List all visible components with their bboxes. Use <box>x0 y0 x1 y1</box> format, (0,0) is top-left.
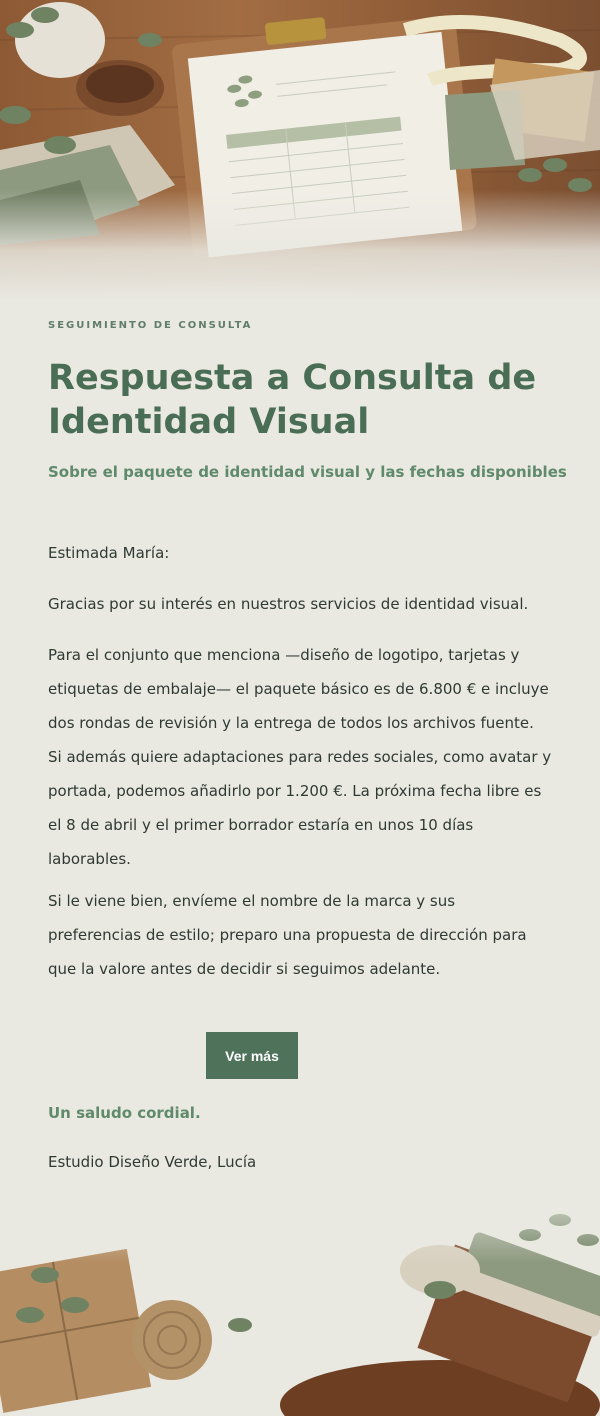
packaging-flatlay-image <box>0 1180 600 1416</box>
footer-illustration <box>0 1180 600 1416</box>
page-title: Respuesta a Consulta de Identidad Visual <box>48 358 537 442</box>
eyebrow-label: SEGUIMIENTO DE CONSULTA <box>48 320 253 331</box>
signature: Estudio Diseño Verde, Lucía <box>48 1153 257 1171</box>
paragraph-thanks: Gracias por su interés en nuestros servicios de identidad visual. <box>48 595 529 613</box>
ver-mas-button[interactable]: Ver más <box>206 1032 298 1079</box>
paragraph-package-details: Para el conjunto que menciona —diseño de logotipo, tarjetas y etiquetas de embalaje— el paquete básico es de 6.800 € e incluye dos rondas de revisión y la entrega de todos los archivos fuente. Si además quiere adaptaciones para redes sociales, como avatar y portada, podemos añadirlo por 1.200 €. La próxima fecha libre es el 8 de abril y el primer borrador estaría en unos 10 días laborables. <box>48 646 552 868</box>
paragraph-next-steps: Si le viene bien, envíeme el nombre de la marca y sus preferencias de estilo; preparo una propuesta de dirección para que la valore antes de decidir si seguimos adelante. <box>48 892 527 978</box>
subtitle: Sobre el paquete de identidad visual y las fechas disponibles <box>48 463 567 481</box>
closing-line: Un saludo cordial. <box>48 1104 201 1122</box>
workspace-flatlay-image <box>0 0 600 300</box>
greeting: Estimada María: <box>48 544 170 562</box>
hero-fade <box>0 190 600 300</box>
